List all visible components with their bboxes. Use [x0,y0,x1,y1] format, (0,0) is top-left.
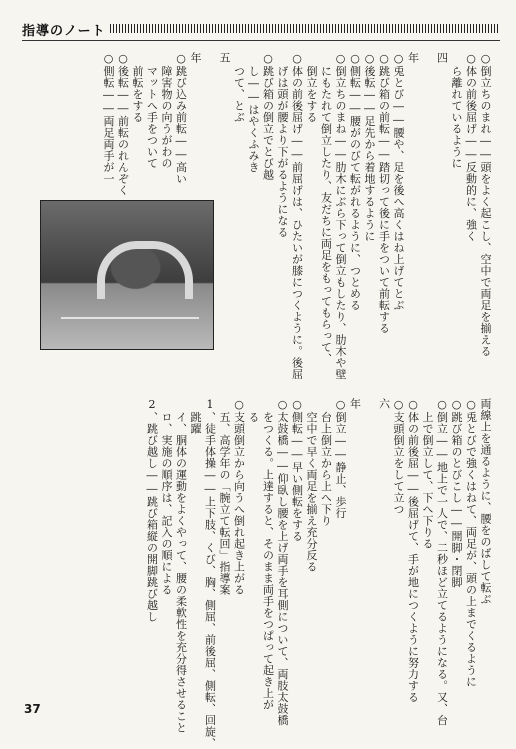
page-number: 37 [24,702,41,716]
page-header [22,14,500,44]
photo-ground-line [61,317,199,319]
top-text-column: ○倒立ちのまれ――頭をよく起こし、空中で両足を揃える ○体の前後屈げ――反動的に、強く ら離れているように 四 年 ○兎とび――腰や、足を後へ高くはね上げてとぶ ○跳び箱の前転――踏切って後に手をついて前転する ○後転――足先から着地するように ○側転――腰がのびて転がれるように、つとめる ○倒立ちのまね――肋木にぶら下って倒立もしたり、肋木や壁 にもたれて倒立したり、友だちに両足をもってもらって、 倒立をする ○体の前後屈げ――前屈げは、ひたいが膝につくように。後屈 げは頭が腰より下がるようになる ○跳び箱の倒立でとび越 し――はやくふみき つて、とぶ 五 年 ○跳び込み前転――高い 障害物の向うがわの マットへ手をついて 前転をする ○後転――前転のれんぞく ○側転――両足両手が一 [102,52,492,380]
page-title: 指導のノート [22,24,106,39]
gymnastics-photo [40,200,214,350]
bottom-text-column: 両線上を通るように、腰をのばして転ぶ ○兎とびで強くはねて、両足が、頭の上までくるように ○跳び箱のとびこし――開脚・閉脚 ○倒立――地上で一人で、二秒ほど立てるようになる。又、台 上で倒立して、下へ下りる ○体の前後屈――後屈げて、手が地につくように努力する ○支頭倒立をして立つ 六 年 ○倒立――静止、歩行 台上倒立から上へ下り 空中で早く両足を揃え充分反る ○側転――早い側転をする ○太鼓橋――仰臥し腰を上げ両手を耳側について、両肢太鼓橋 をつくる。上達すると、そのまま両手をつぱって起き上が る ○支頭倒立から向うへ倒れ起き上がる 五、高学年の「腕立て転回」指導案 1、徒手体操――上下肢、くび、胸、側屈、前後屈、側転、回旋、 跳躍 イ、胴体の運動をよくやって、腰の柔軟性を充分得させること ロ、実施の順序は、記入の順による 2、跳び越し――跳び箱縦の開脚跳び越し [145,398,492,749]
bridge-pose-figure [97,241,193,299]
header-divider [22,40,500,41]
header-hatched-rule [110,24,500,33]
